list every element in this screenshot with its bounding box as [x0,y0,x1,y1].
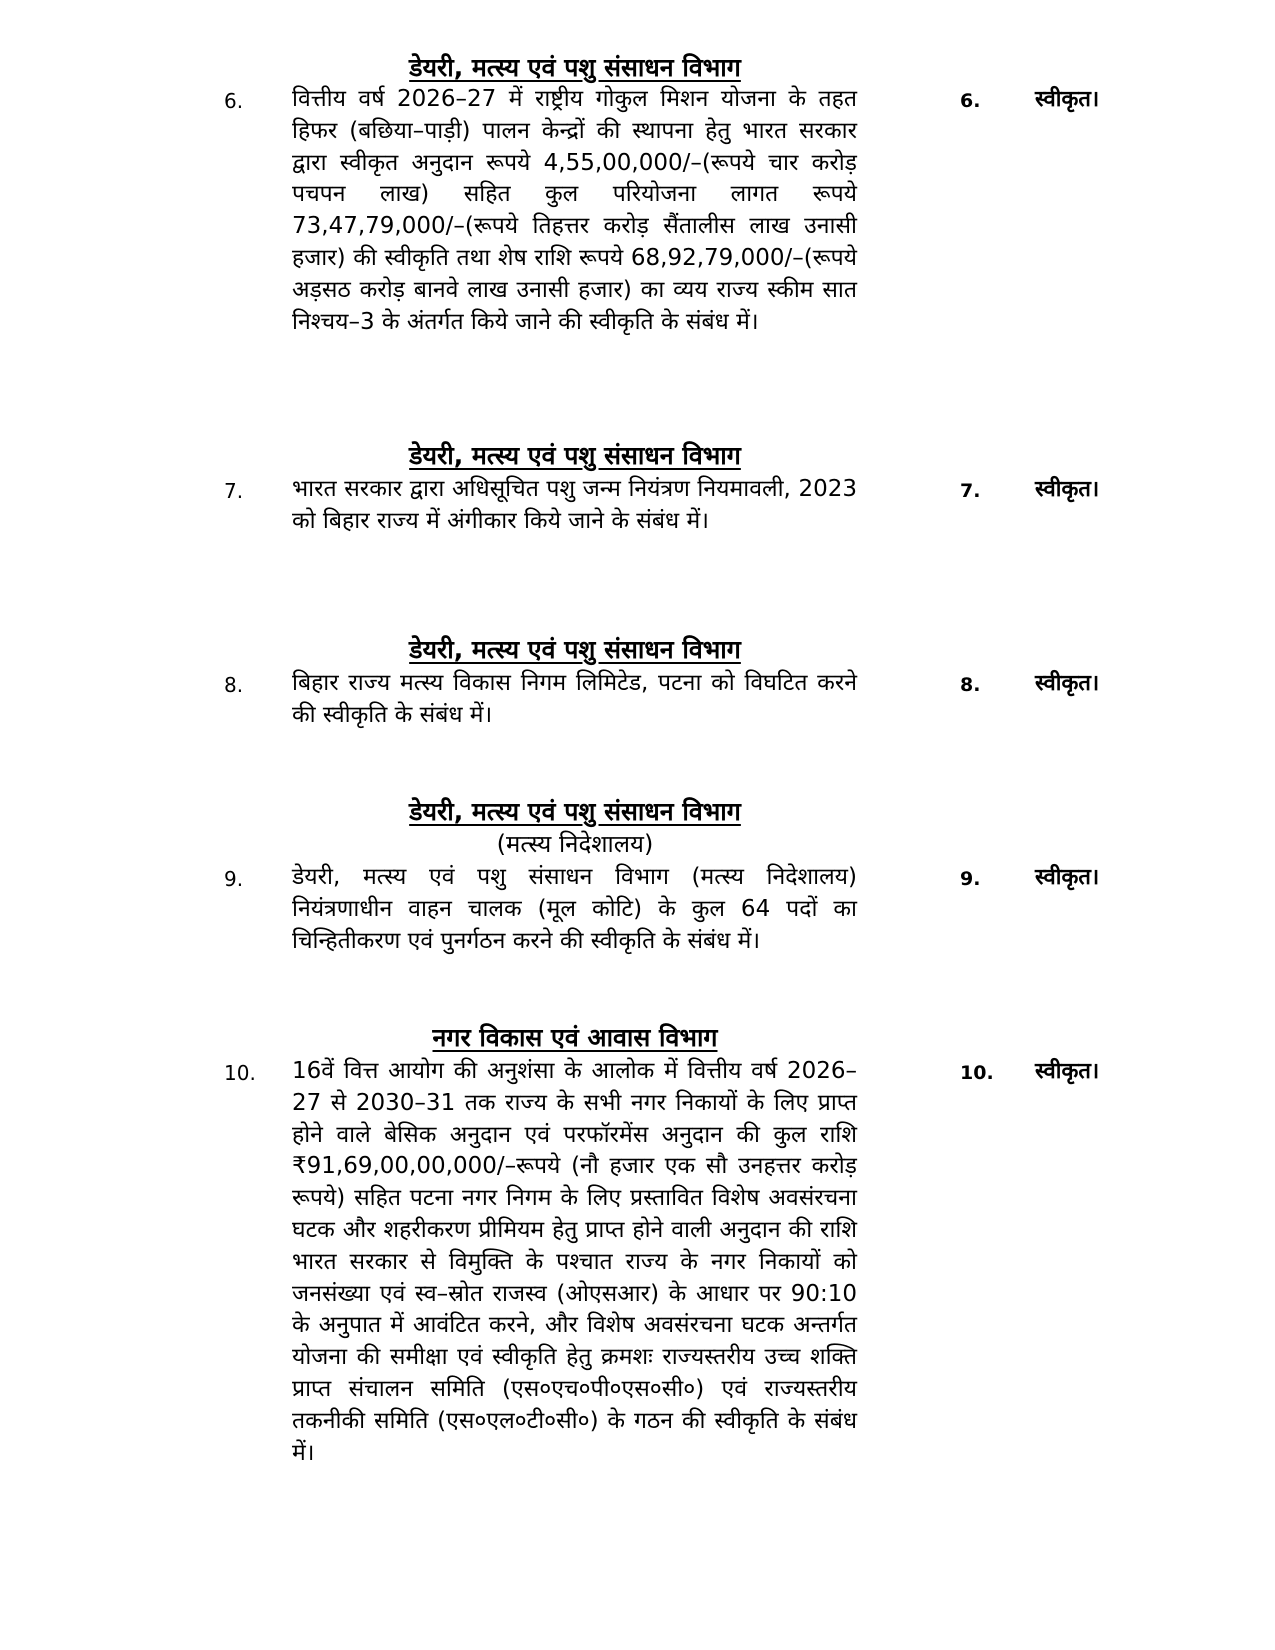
item-number: 8. [224,673,244,697]
item-number: 7. [224,479,244,503]
item-number: 10. [224,1061,256,1085]
decision-status: स्वीकृत। [1035,671,1100,696]
department-heading: डेयरी, मत्स्य एवं पशु संसाधन विभाग [409,441,741,470]
item-description: 16वें वित्त आयोग की अनुशंसा के आलोक में वित्तीय वर्ष 2026–27 से 2030–31 तक राज्य के सभी नगर निकायों के लिए प्राप्त होने वाले बेसिक अनुदान एवं परफॉरमेंस अनुदान की कुल राशि ₹91,69,00,00,000/–रूपये (नौ हजार एक सौ उनहत्तर करोड़ रूपये) सहित पटना नगर निगम के लिए प्रस्तावित विशेष अवसंरचना घटक और शहरीकरण प्रीमियम हेतु प्राप्त होने वाली अनुदान की राशि भारत सरकार से विमुक्ति के पश्चात राज्य के नगर निकायों को जनसंख्या एवं स्व–स्रोत राजस्व (ओएसआर) के आधार पर 90:10 के अनुपात में आवंटित करने, और विशेष अवसंरचना घटक अन्तर्गत योजना की समीक्षा एवं स्वीकृति हेतु क्रमशः राज्यस्तरीय उच्च शक्ति प्राप्त संचालन समिति (एस०एच०पी०एस०सी०) एवं राज्यस्तरीय तकनीकी समिति (एस०एल०टी०सी०) के गठन की स्वीकृति के संबंध में। [292,1058,857,1466]
item-description: वित्तीय वर्ष 2026–27 में राष्ट्रीय गोकुल मिशन योजना के तहत हिफर (बछिया–पाड़ी) पालन केन्द्रों की स्थापना हेतु भारत सरकार द्वारा स्वीकृत अनुदान रूपये 4,55,00,000/–(रूपये चार करोड़ पचपन लाख) सहित कुल परियोजना लागत रूपये 73,47,79,000/–(रूपये तिहत्तर करोड़ सैंतालीस लाख उनासी हजार) की स्वीकृति तथा शेष राशि रूपये 68,92,79,000/–(रूपये अड़सठ करोड़ बानवे लाख उनासी हजार) का व्यय राज्य स्कीम सात निश्चय–3 के अंतर्गत किये जाने की स्वीकृति के संबंध में। [292,86,857,335]
decision-number: 9. [960,868,981,890]
sub-department-heading: (मत्स्य निदेशालय) [496,830,654,858]
decision-status: स्वीकृत। [1035,1059,1100,1084]
department-heading: नगर विकास एवं आवास विभाग [432,1023,718,1052]
decision-number: 6. [960,90,981,112]
decision-number: 7. [960,480,981,502]
department-heading: डेयरी, मत्स्य एवं पशु संसाधन विभाग [409,53,741,82]
department-heading: डेयरी, मत्स्य एवं पशु संसाधन विभाग [409,797,741,826]
item-number: 9. [224,867,244,891]
decision-status: स्वीकृत। [1035,865,1100,890]
decision-status: स्वीकृत। [1035,87,1100,112]
item-number: 6. [224,89,244,113]
decision-status: स्वीकृत। [1035,477,1100,502]
department-heading: डेयरी, मत्स्य एवं पशु संसाधन विभाग [409,635,741,664]
decision-number: 10. [960,1062,994,1084]
item-description: बिहार राज्य मत्स्य विकास निगम लिमिटेड, पटना को विघटित करने की स्वीकृति के संबंध में। [292,670,857,728]
item-description: डेयरी, मत्स्य एवं पशु संसाधन विभाग (मत्स्य निदेशालय) नियंत्रणाधीन वाहन चालक (मूल कोटि) के कुल 64 पदों का चिन्हितीकरण एवं पुनर्गठन करने की स्वीकृति के संबंध में। [292,864,857,954]
decision-number: 8. [960,674,981,696]
item-description: भारत सरकार द्वारा अधिसूचित पशु जन्म नियंत्रण नियमावली, 2023 को बिहार राज्य में अंगीकार किये जाने के संबंध में। [292,476,857,534]
